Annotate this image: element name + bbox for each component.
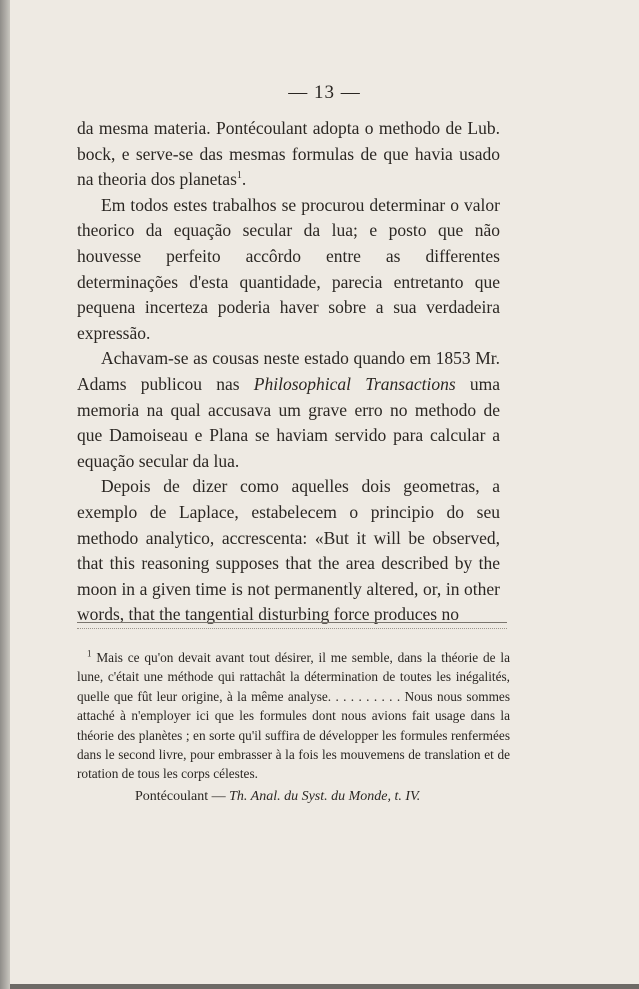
footnote-citation: [77, 787, 510, 806]
paragraph-3-post: uma memoria na qual accusava um grave erro no methodo de que Damoiseau e Plana se haviam servido para calcular a equação secular da lua.: [77, 373, 500, 471]
paragraph-3: [77, 346, 500, 474]
paragraph-1-text: da mesma materia. Pontécoulant adopta o methodo de Lub. bock, e serve-se das mesmas formulas de que havia usado na theoria dos planetas: [77, 118, 500, 190]
citation-author: Pontécoulant —: [135, 788, 230, 804]
footnote-body: Mais ce qu'on devait avant tout désirer, il me semble, dans la théorie de la lune, c'était une méthode qui rattachât la détermination de toutes les inégalités, quelle que fût leur origine, à la même analyse. . . . . . . . . . Nous nous sommes attaché à n'employer ici que les formules dont nous avions fait usage dans la théorie des planètes ; en sorte qu'il suffira de développer les formules renfermées dans le second livre, pour embrasser à la fois les mouvemens de translation et de rotation de tous les corps célestes.: [77, 650, 510, 782]
footnote-text: [77, 648, 510, 784]
paragraph-1-tail: .: [241, 169, 247, 190]
main-text: [77, 116, 500, 628]
footnote: [77, 648, 510, 806]
paragraph-1: [77, 116, 500, 193]
page-number: — 13 —: [288, 82, 361, 103]
page-bottom-edge: [10, 984, 639, 989]
footnote-ref: 1: [236, 170, 242, 182]
paragraph-3-pre: Achavam-se as cousas neste estado quando em 1853 Mr. Adams publicou nas: [77, 348, 500, 394]
footnote-marker: 1: [87, 648, 92, 659]
citation-work: Th. Anal. du Syst. du Monde, t. IV.: [229, 788, 421, 804]
book-page: [10, 0, 639, 989]
page-edge-shadow: [0, 0, 10, 989]
paragraph-2: Em todos estes trabalhos se procurou determinar o valor theorico da equação secular da lua; e posto que não houvesse perfeito accôrdo entre as differentes determinações d'esta quantidade, parecia entretanto que pequena incerteza poderia haver sobre a sua verdadeira expressão.: [77, 194, 500, 343]
paragraph-4: Depois de dizer como aquelles dois geometras, a exemplo de Laplace, estabelecem o principio do seu methodo analytico, accrescenta: «But it will be observed, that this reasoning supposes that the area described by the moon in a given time is not permanently altered, or, in other words, that the tangential disturbing force produces no: [77, 476, 500, 625]
journal-title: Philosophical Transactions: [253, 373, 456, 394]
footnote-separator: [77, 622, 507, 629]
